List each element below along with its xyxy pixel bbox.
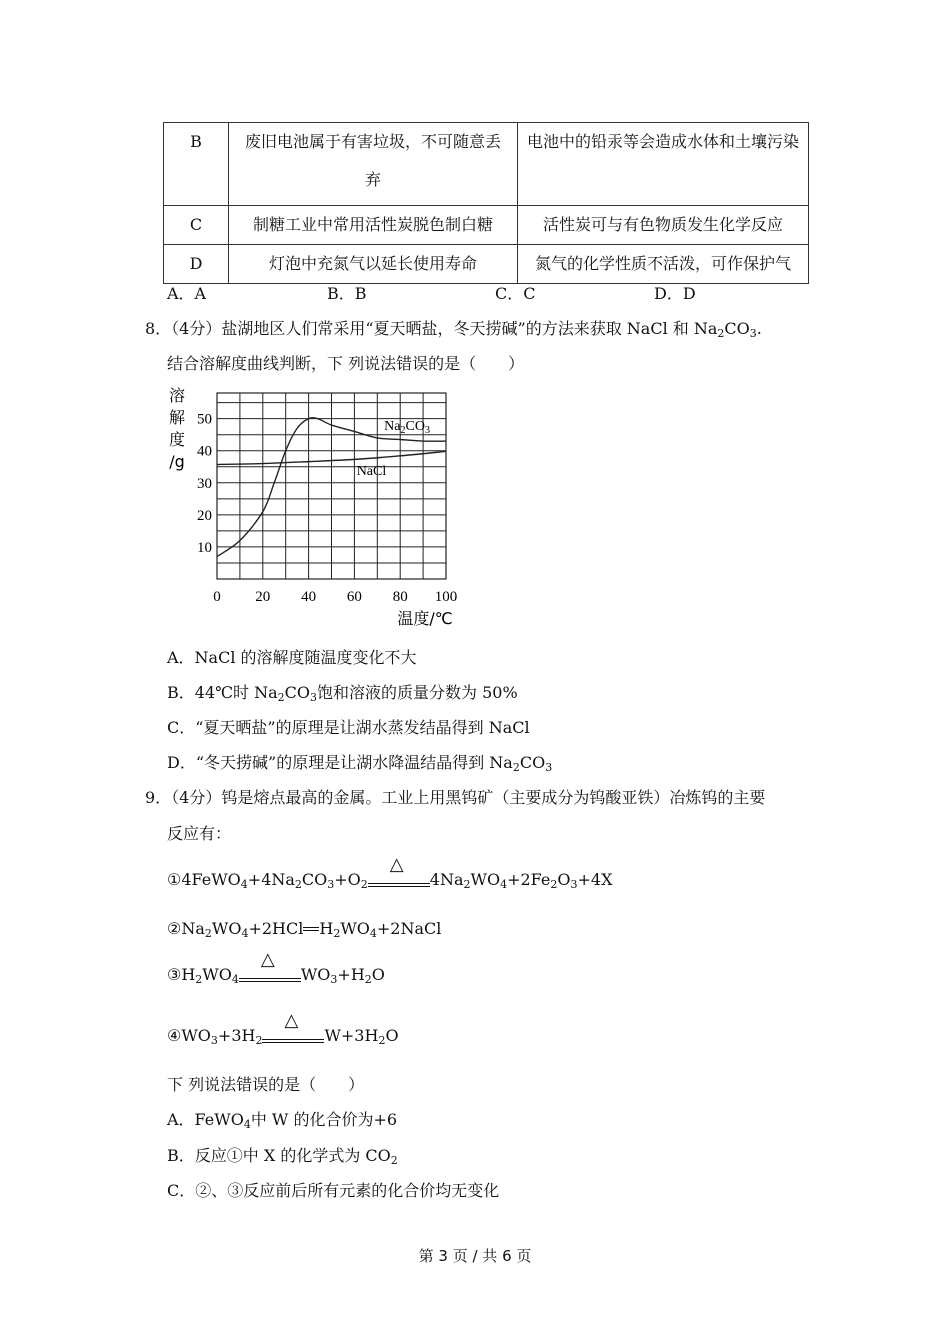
equation-2: $②Na_2WO_4+2HCl$ $H_2WO_4+2NaCl$ xyxy=(167,919,442,940)
y-axis-label: 解 xyxy=(168,408,186,427)
q8-option-c[interactable]: C．“夏天晒盐”的原理是让湖水蒸发结晶得到 NaCl xyxy=(167,718,530,737)
page-footer: 第 3 页 / 共 6 页 xyxy=(418,1247,532,1265)
table-cell-key: C xyxy=(164,206,229,245)
table-cell-key: D xyxy=(164,245,229,284)
table-cell-fact-line2: 弃 xyxy=(364,170,381,189)
q8-option-d-text: D．“冬天捞碱”的原理是让湖水降温结晶得到 Na xyxy=(167,753,513,772)
x-tick-label: 100 xyxy=(434,589,458,605)
table-cell-fact-line1: 废旧电池属于有害垃圾，不可随意丢 xyxy=(244,132,501,151)
x-tick-label: 60 xyxy=(346,589,362,605)
y-tick-label: 20 xyxy=(197,507,212,524)
table-cell-fact: 制糖工业中常用活性炭脱色制白糖 xyxy=(229,206,518,245)
q8-option-a[interactable]: A．NaCl 的溶解度随温度变化不大 xyxy=(167,648,417,667)
heating-arrow xyxy=(368,853,430,892)
subscript: 3 xyxy=(545,761,553,774)
table-cell-fact: 灯泡中充氮气以延长使用寿命 xyxy=(229,245,518,284)
table-cell-fact xyxy=(229,123,518,206)
y-axis-label: 溶 xyxy=(168,386,186,405)
x-tick-label: 20 xyxy=(255,589,271,605)
q8-stem-text: 8．（4分）盐湖地区人们常采用“夏天晒盐，冬天捞碱”的方法来获取 NaCl 和 Na xyxy=(145,319,718,338)
subscript: 2 xyxy=(277,691,285,704)
table-cell-explanation: 活性炭可与有色物质发生化学反应 xyxy=(518,206,809,245)
table-row xyxy=(164,245,809,284)
series-label-na2co3: $Na_2CO_3$ xyxy=(384,418,430,436)
table-cell-key: B xyxy=(164,123,229,206)
x-tick-label: 0 xyxy=(213,589,221,605)
option-table xyxy=(163,122,809,284)
subscript: 2 xyxy=(512,761,520,774)
q8-option-b[interactable] xyxy=(167,682,518,704)
q9-option-c[interactable]: C．②、③反应前后所有元素的化合价均无变化 xyxy=(167,1181,500,1200)
solubility-chart xyxy=(163,383,473,633)
q9-stem-line1: 9．（4分）钨是熔点最高的金属。工业上用黑钨矿（主要成分为钨酸亚铁）冶炼钨的主要 xyxy=(145,788,766,807)
q9-prompt: 下 列说法错误的是（ ） xyxy=(167,1075,365,1094)
table-row xyxy=(164,123,809,206)
equation-3: $③H_2WO_4$ △ $WO_3+H_2O$ xyxy=(167,948,385,986)
table-cell-explanation: 氮气的化学性质不活泼，可作保护气 xyxy=(518,245,809,284)
q9-stem-line2: 反应有： xyxy=(167,824,232,843)
q9-option-a[interactable]: A．FeWO$_4$中 W 的化合价为+6 xyxy=(167,1110,398,1131)
table-row xyxy=(164,206,809,245)
heat-triangle-icon: △ xyxy=(389,853,404,875)
q8-stem-text: . xyxy=(756,319,762,338)
series-label-nacl: NaCl xyxy=(356,463,387,479)
table-cell-explanation: 电池中的铅汞等会造成水体和土壤污染 xyxy=(518,123,809,206)
equation-1: $①4FeWO_4+4Na_2CO_3+O_2$ △ $4Na_2WO_4+2Fe_2O_3+4X$ xyxy=(167,853,613,891)
q8-option-b-text: B．44℃时 Na xyxy=(167,683,278,702)
q8-option-d-text: CO xyxy=(519,753,546,772)
y-tick-label: 30 xyxy=(197,475,212,492)
x-tick-label: 40 xyxy=(301,589,317,605)
heat-triangle-icon: △ xyxy=(284,1009,299,1031)
q7-choice-b[interactable]: B．B xyxy=(327,284,367,303)
q8-stem-text: CO xyxy=(724,319,750,338)
q7-choice-d[interactable]: D．D xyxy=(654,284,696,303)
equation-4: $④WO_3+3H_2$ △ $W+3H_2O$ xyxy=(167,1009,399,1047)
subscript: 3 xyxy=(749,327,757,340)
x-axis-label: 温度/℃ xyxy=(397,609,453,628)
y-axis-label: /g xyxy=(169,452,185,471)
q9-option-b[interactable]: B．反应①中 X 的化学式为 $CO_2$ xyxy=(167,1146,398,1167)
q8-option-d[interactable] xyxy=(167,752,552,774)
q8-stem-line1 xyxy=(145,318,762,340)
q8-option-b-text: CO xyxy=(284,683,311,702)
y-tick-label: 50 xyxy=(197,411,212,428)
q7-choice-c[interactable]: C．C xyxy=(495,284,536,303)
y-axis-label: 度 xyxy=(168,430,186,449)
q8-option-b-text: 饱和溶液的质量分数为 50% xyxy=(317,683,518,702)
heating-arrow xyxy=(239,948,301,987)
y-tick-label: 10 xyxy=(197,539,212,556)
subscript: 2 xyxy=(717,327,725,340)
heat-triangle-icon: △ xyxy=(260,948,275,970)
subscript: 3 xyxy=(310,691,318,704)
y-tick-label: 40 xyxy=(197,443,212,460)
q7-choice-a[interactable]: A．A xyxy=(167,284,207,303)
q8-stem-line2: 结合溶解度曲线判断，下 列说法错误的是（ ） xyxy=(167,354,525,373)
x-tick-label: 80 xyxy=(392,589,408,605)
double-equals-icon xyxy=(303,925,319,935)
heating-arrow xyxy=(262,1009,324,1048)
